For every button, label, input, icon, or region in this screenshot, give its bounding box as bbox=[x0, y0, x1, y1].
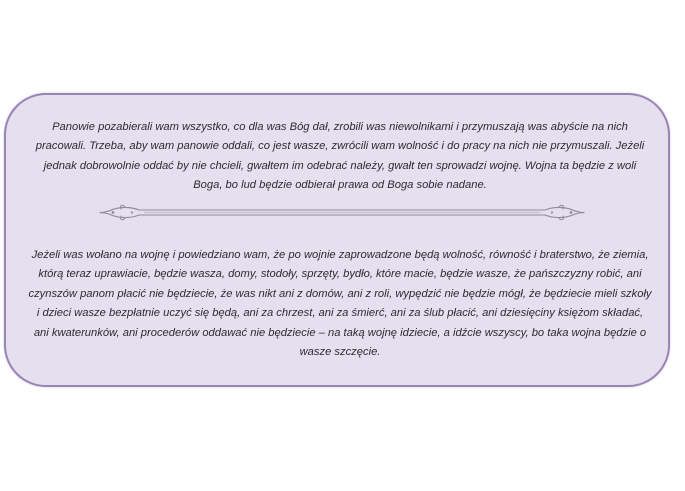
paragraph-2: Jeżeli was wołano na wojnę i powiedziano wam, że po wojnie zaprowadzone będą wolność, równość i braterstwo, że ziemia, którą teraz uprawiacie, będzie wasza, domy, stodoły, sprzęty, bydło, które macie, będzie wasze, że pańszczyzny robić, ani czynszów panom płacić nie będziecie, że was nikt ani z domów, ani z roli, wypędzić nie będzie mógł, że będziecie mieli szkoły i dzieci wasze bezpłatnie uczyć się będą, ani za chrzest, ani za śmierć, ani za ślub płacić, ani dziesięciny księżom składać, ani kwaterunków, ani procederów oddawać nie będziecie – na taką wojnę idziecie, a idźcie wszyscy, bo taka wojna będzie o wasze szczęcie. bbox=[28, 249, 652, 359]
ornamental-divider-icon bbox=[99, 203, 585, 223]
paragraph-1: Panowie pozabierali wam wszystko, co dla was Bóg dał, zrobili was niewolnikami i przymuszają was abyście na nich pracowali. Trzeba, aby wam panowie oddali, co jest wasze, zwrócili wam wolność i do pracy na nich nie przymuszali. Jeżeli jednak dobrowolnie oddać by nie chcieli, gwałtem im odebrać należy, gwałt ten sprowadzi wojnę. Wojna ta będzie z woli Boga, bo lud będzie odbierał prawa od Boga sobie nadane. bbox=[35, 121, 645, 192]
